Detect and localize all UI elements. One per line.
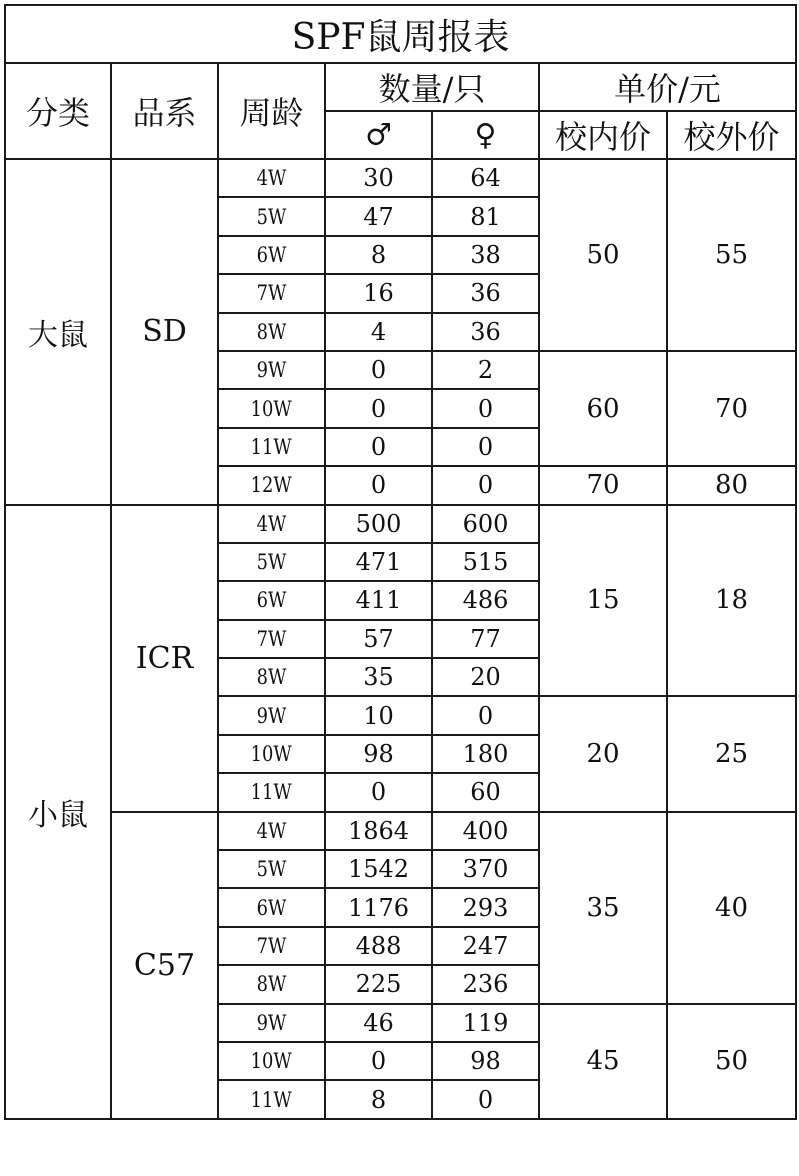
external-price-cell: 25 — [667, 696, 796, 811]
female-count-cell: 400 — [432, 812, 539, 850]
week-label: 6W — [256, 588, 287, 613]
male-count-cell: 411 — [325, 581, 432, 619]
week-label: 7W — [256, 626, 287, 651]
external-price-cell: 40 — [667, 812, 796, 1004]
week-label: 8W — [256, 972, 287, 997]
female-count-cell: 0 — [432, 696, 539, 734]
week-cell — [218, 236, 325, 274]
female-count-cell: 77 — [432, 620, 539, 658]
header-quantity: 数量/只 — [325, 63, 539, 111]
week-label: 8W — [256, 319, 287, 344]
header-category: 分类 — [5, 63, 111, 159]
week-label: 9W — [256, 358, 287, 383]
female-symbol-icon: ♀ — [432, 111, 539, 159]
male-count-cell: 0 — [325, 351, 432, 389]
week-label: 4W — [256, 166, 287, 191]
week-cell — [218, 1004, 325, 1042]
female-count-cell: 293 — [432, 888, 539, 926]
week-cell — [218, 389, 325, 427]
male-count-cell: 488 — [325, 927, 432, 965]
male-count-cell: 0 — [325, 773, 432, 811]
week-cell — [218, 696, 325, 734]
week-label: 10W — [250, 742, 293, 767]
external-price-cell: 80 — [667, 466, 796, 504]
female-count-cell: 515 — [432, 543, 539, 581]
internal-price-cell: 60 — [539, 351, 667, 466]
week-label: 10W — [250, 1049, 293, 1074]
male-count-cell: 46 — [325, 1004, 432, 1042]
report-title: SPF鼠周报表 — [5, 5, 796, 63]
male-count-cell: 500 — [325, 505, 432, 543]
female-count-cell: 36 — [432, 313, 539, 351]
internal-price-cell: 50 — [539, 159, 667, 351]
female-count-cell: 486 — [432, 581, 539, 619]
week-label: 12W — [250, 473, 293, 498]
header-age: 周龄 — [218, 63, 325, 159]
header-internal-price: 校内价 — [539, 111, 667, 159]
week-cell — [218, 773, 325, 811]
male-count-cell: 0 — [325, 1042, 432, 1080]
male-count-cell: 0 — [325, 428, 432, 466]
week-label: 11W — [250, 1087, 293, 1112]
week-cell — [218, 888, 325, 926]
week-label: 9W — [256, 1010, 287, 1035]
week-label: 10W — [250, 396, 293, 421]
week-cell — [218, 658, 325, 696]
internal-price-cell: 35 — [539, 812, 667, 1004]
week-cell — [218, 965, 325, 1003]
week-label: 9W — [256, 703, 287, 728]
week-cell — [218, 927, 325, 965]
male-count-cell: 35 — [325, 658, 432, 696]
week-label: 8W — [256, 665, 287, 690]
header-strain: 品系 — [111, 63, 218, 159]
male-count-cell: 1864 — [325, 812, 432, 850]
female-count-cell: 247 — [432, 927, 539, 965]
female-count-cell: 236 — [432, 965, 539, 1003]
male-count-cell: 30 — [325, 159, 432, 197]
male-count-cell: 8 — [325, 1080, 432, 1118]
week-label: 7W — [256, 281, 287, 306]
week-cell — [218, 620, 325, 658]
week-cell — [218, 159, 325, 197]
week-cell — [218, 351, 325, 389]
week-label: 4W — [256, 818, 287, 843]
table-row — [5, 505, 796, 543]
female-count-cell: 600 — [432, 505, 539, 543]
male-count-cell: 98 — [325, 735, 432, 773]
week-label: 5W — [256, 857, 287, 882]
female-count-cell: 38 — [432, 236, 539, 274]
week-cell — [218, 505, 325, 543]
week-cell — [218, 581, 325, 619]
week-cell — [218, 466, 325, 504]
female-count-cell: 64 — [432, 159, 539, 197]
table-row — [5, 159, 796, 197]
external-price-cell: 70 — [667, 351, 796, 466]
male-symbol-icon: ♂ — [325, 111, 432, 159]
week-label: 7W — [256, 934, 287, 958]
week-label: 6W — [256, 895, 287, 920]
week-cell — [218, 313, 325, 351]
week-cell — [218, 850, 325, 888]
female-count-cell: 0 — [432, 1080, 539, 1118]
male-count-cell: 1176 — [325, 888, 432, 926]
table-row — [5, 812, 796, 850]
week-cell — [218, 543, 325, 581]
male-count-cell: 0 — [325, 466, 432, 504]
female-count-cell: 2 — [432, 351, 539, 389]
report-sheet — [4, 4, 795, 1172]
female-count-cell: 370 — [432, 850, 539, 888]
female-count-cell: 0 — [432, 466, 539, 504]
male-count-cell: 1542 — [325, 850, 432, 888]
week-label: 11W — [250, 780, 293, 805]
week-cell — [218, 428, 325, 466]
female-count-cell: 0 — [432, 389, 539, 427]
week-cell — [218, 1042, 325, 1080]
strain-cell: C57 — [111, 812, 218, 1119]
week-label: 5W — [256, 204, 287, 229]
week-cell — [218, 274, 325, 312]
female-count-cell: 119 — [432, 1004, 539, 1042]
internal-price-cell: 70 — [539, 466, 667, 504]
week-label: 11W — [250, 434, 293, 459]
internal-price-cell: 15 — [539, 505, 667, 697]
internal-price-cell: 45 — [539, 1004, 667, 1119]
male-count-cell: 16 — [325, 274, 432, 312]
category-cell: 大鼠 — [5, 159, 111, 505]
male-count-cell: 8 — [325, 236, 432, 274]
header-unit-price: 单价/元 — [539, 63, 796, 111]
male-count-cell: 0 — [325, 389, 432, 427]
external-price-cell: 50 — [667, 1004, 796, 1119]
week-label: 4W — [256, 511, 287, 536]
female-count-cell: 0 — [432, 428, 539, 466]
week-label: 6W — [256, 242, 287, 267]
external-price-cell: 18 — [667, 505, 796, 697]
female-count-cell: 36 — [432, 274, 539, 312]
female-count-cell: 20 — [432, 658, 539, 696]
female-count-cell: 180 — [432, 735, 539, 773]
strain-cell: SD — [111, 159, 218, 505]
week-cell — [218, 197, 325, 235]
male-count-cell: 225 — [325, 965, 432, 1003]
week-cell — [218, 735, 325, 773]
male-count-cell: 4 — [325, 313, 432, 351]
strain-cell: ICR — [111, 505, 218, 812]
category-cell: 小鼠 — [5, 505, 111, 1119]
female-count-cell: 81 — [432, 197, 539, 235]
male-count-cell: 57 — [325, 620, 432, 658]
male-count-cell: 471 — [325, 543, 432, 581]
header-external-price: 校外价 — [667, 111, 796, 159]
male-count-cell: 47 — [325, 197, 432, 235]
female-count-cell: 98 — [432, 1042, 539, 1080]
female-count-cell: 60 — [432, 773, 539, 811]
internal-price-cell: 20 — [539, 696, 667, 811]
week-cell — [218, 812, 325, 850]
weekly-report-table — [4, 4, 797, 1120]
week-label: 5W — [256, 550, 287, 575]
external-price-cell: 55 — [667, 159, 796, 351]
week-cell — [218, 1080, 325, 1118]
male-count-cell: 10 — [325, 696, 432, 734]
